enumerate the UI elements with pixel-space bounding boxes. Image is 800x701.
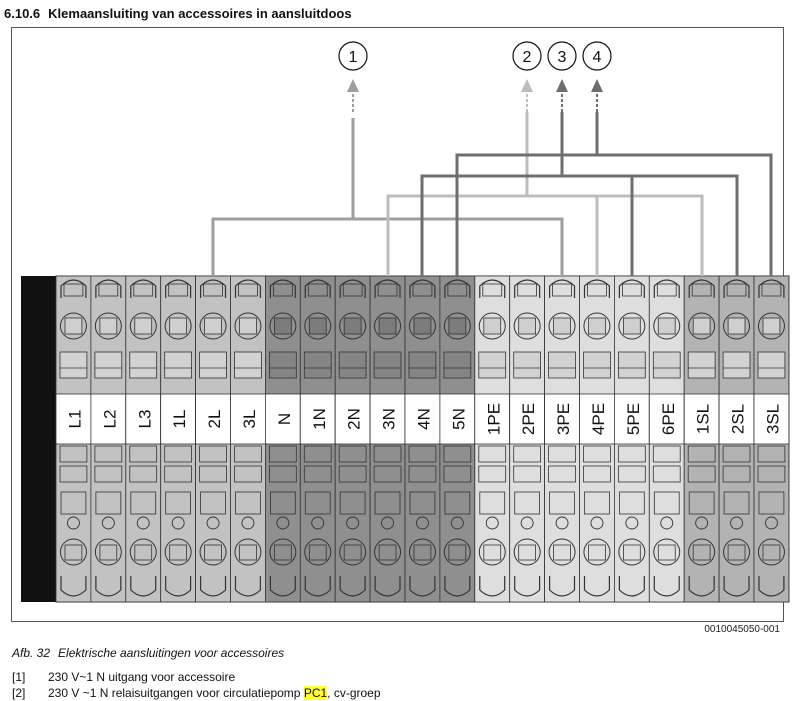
contact-upper [444, 352, 471, 378]
callout-arrow [556, 79, 568, 92]
section-title: Klemaansluiting van accessoires in aansluitdoos [48, 6, 352, 21]
contact-upper [130, 352, 157, 378]
legend-text: 230 V~1 N uitgang voor accessoire [48, 670, 236, 684]
callout-arrow [521, 79, 533, 92]
terminal-L1 [56, 276, 91, 602]
contact-upper [514, 352, 541, 378]
figure-code: 0010045050-001 [704, 624, 780, 635]
terminal-label: 2L [205, 409, 225, 429]
contact-upper [200, 352, 227, 378]
terminal-5PE [614, 276, 649, 602]
screw-slot-top [554, 318, 571, 334]
screw-slot-top [414, 318, 431, 334]
terminal-label: L1 [65, 409, 85, 429]
section-number: 6.10.6 [4, 6, 41, 21]
terminal-label: 2PE [519, 402, 539, 436]
terminal-label: 1PE [484, 402, 504, 436]
screw-slot-top [135, 318, 152, 334]
terminal-N [265, 276, 300, 602]
terminal-5N [440, 276, 475, 602]
legend-index: [2] [12, 686, 26, 700]
terminal-2SL [719, 276, 754, 602]
terminal-label: 3PE [554, 402, 574, 436]
contact-upper [479, 352, 506, 378]
screw-slot-top [240, 318, 257, 334]
callout-arrow [347, 79, 359, 92]
terminal-label: 2N [344, 408, 364, 430]
terminal-label: L2 [100, 409, 120, 429]
screw-slot-top [728, 318, 745, 334]
legend-text: 230 V ~1 N relaisuitgangen voor circulatiepomp PC1, cv-groep [48, 686, 381, 700]
screw-slot-top [65, 318, 82, 334]
screw-slot-top [170, 318, 187, 334]
screw-slot-top [449, 318, 466, 334]
contact-upper [688, 352, 715, 378]
terminal-1SL [684, 276, 719, 602]
contact-upper [269, 352, 296, 378]
screw-slot-top [274, 318, 291, 334]
wire-1 [213, 219, 388, 276]
callout-label: 2 [522, 49, 532, 66]
terminal-1N [300, 276, 335, 602]
wire-2 [388, 196, 702, 276]
screw-slot-top [589, 318, 606, 334]
highlight-pc1: PC1 [303, 686, 328, 700]
contact-upper [60, 352, 87, 378]
terminal-label: 4N [414, 408, 434, 430]
terminal-6PE [649, 276, 684, 602]
figure-caption [12, 646, 284, 660]
callout-label: 3 [557, 49, 567, 66]
terminal-label: 5PE [623, 402, 643, 436]
terminal-2PE [510, 276, 545, 602]
legend-item [12, 669, 381, 685]
screw-slot-top [100, 318, 117, 334]
terminal-label: 3SL [763, 403, 783, 435]
terminal-2L [196, 276, 231, 602]
terminal-2N [335, 276, 370, 602]
screw-slot-top [763, 318, 780, 334]
terminal-3PE [545, 276, 580, 602]
screw-slot-top [693, 318, 710, 334]
screw-slot-top [309, 318, 326, 334]
terminal-label: N [274, 412, 294, 426]
terminal-label: 1SL [693, 403, 713, 435]
terminal-label: 2SL [728, 403, 748, 435]
terminal-label: L3 [135, 409, 155, 429]
wire-3 [422, 176, 737, 276]
contact-upper [653, 352, 680, 378]
strip-end-cap [21, 276, 56, 602]
terminal-1PE [475, 276, 510, 602]
contact-upper [409, 352, 436, 378]
terminal-label: 1L [170, 409, 190, 429]
terminal-3N [370, 276, 405, 602]
contact-upper [584, 352, 611, 378]
terminal-label: 6PE [658, 402, 678, 436]
callout-label: 1 [348, 49, 358, 66]
contact-upper [165, 352, 192, 378]
screw-slot-top [658, 318, 675, 334]
terminal-3L [231, 276, 266, 602]
caption-text: Elektrische aansluitingen voor accessoires [58, 646, 285, 660]
contact-upper [95, 352, 122, 378]
wiring [213, 112, 771, 276]
terminal-label: 5N [449, 408, 469, 430]
screw-slot-top [344, 318, 361, 334]
legend-list [12, 669, 381, 701]
contact-upper [618, 352, 645, 378]
terminal-label: 4PE [588, 402, 608, 436]
contact-upper [374, 352, 401, 378]
terminal-4PE [580, 276, 615, 602]
wire-4 [457, 155, 771, 276]
terminal-1L [161, 276, 196, 602]
terminal-label: 3L [239, 409, 259, 429]
contact-upper [758, 352, 785, 378]
terminal-label: 3N [379, 408, 399, 430]
screw-slot-top [484, 318, 501, 334]
contact-upper [235, 352, 262, 378]
legend-item [12, 685, 381, 701]
terminal-3SL [754, 276, 789, 602]
contact-upper [723, 352, 750, 378]
screw-slot-top [379, 318, 396, 334]
terminal-L3 [126, 276, 161, 602]
contact-upper [339, 352, 366, 378]
callout-label: 4 [592, 49, 602, 66]
terminal-4N [405, 276, 440, 602]
terminal-L2 [91, 276, 126, 602]
callout-arrow [591, 79, 603, 92]
contact-upper [549, 352, 576, 378]
contact-upper [304, 352, 331, 378]
caption-number: Afb. 32 [12, 646, 51, 660]
screw-slot-top [623, 318, 640, 334]
screw-slot-top [205, 318, 222, 334]
terminal-label: 1N [309, 408, 329, 430]
screw-slot-top [519, 318, 536, 334]
legend-index: [1] [12, 670, 26, 684]
